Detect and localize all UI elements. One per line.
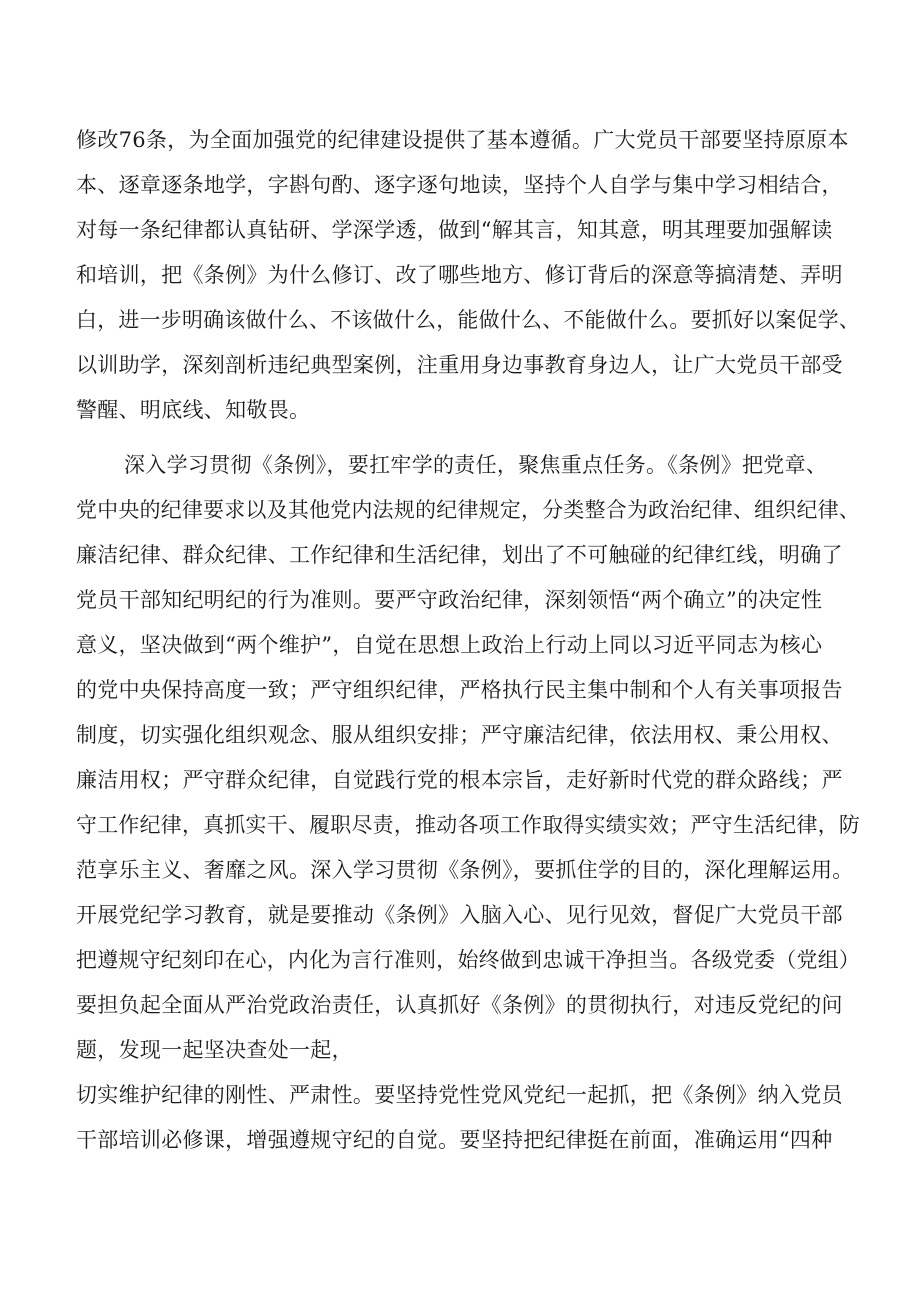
text-line: 制度，切实强化组织观念、服从组织安排；严守廉洁纪律，依法用权、秉公用权、: [76, 723, 843, 747]
text-line: 党员干部知纪明纪的行为准则。要严守政治纪律，深刻领悟“两个确立”的决定性: [76, 588, 823, 612]
text-line: 要担负起全面从严治党政治责任，认真抓好《条例》的贯彻执行，对违反党纪的问: [76, 993, 843, 1017]
text-line: 干部培训必修课，增强遵规守纪的自觉。要坚持把纪律挺在前面，准确运用“四种: [76, 1128, 833, 1152]
text-line: 的党中央保持高度一致；严守组织纪律，严格执行民主集中制和个人有关事项报告: [76, 678, 843, 702]
text-line: 党中央的纪律要求以及其他党内法规的纪律规定，分类整合为政治纪律、组织纪律、: [76, 498, 861, 522]
text-line: 开展党纪学习教育，就是要推动《条例》入脑入心、见行见效，督促广大党员干部: [76, 903, 843, 927]
text-line: 本、逐章逐条地学，字斟句酌、逐字逐句地读，坚持个人自学与集中学习相结合，: [76, 173, 843, 197]
paragraph-first-line: 深入学习贯彻《条例》，要扛牢学的责任，聚焦重点任务。《条例》把党章、: [124, 453, 828, 477]
text-line: 和培训，把《条例》为什么修订、改了哪些地方、修订背后的深意等搞清楚、弄明: [76, 263, 843, 287]
text-line: 白，进一步明确该做什么、不该做什么，能做什么、不能做什么。要抓好以案促学、: [76, 308, 861, 332]
text-line: 以训助学，深刻剖析违纪典型案例，注重用身边事教育身边人，让广大党员干部受: [76, 353, 843, 377]
text-line: 题，发现一起坚决查处一起，: [76, 1038, 353, 1062]
text-line: 廉洁纪律、群众纪律、工作纪律和生活纪律，划出了不可触碰的纪律红线，明确了: [76, 543, 843, 567]
text-line: 对每一条纪律都认真钻研、学深学透，做到“解其言，知其意，明其理要加强解读: [76, 218, 833, 242]
text-line: 守工作纪律，真抓实干、履职尽责，推动各项工作取得实绩实效；严守生活纪律，防: [76, 813, 861, 837]
text-line: 修改76条，为全面加强党的纪律建设提供了基本遵循。广大党员干部要坚持原原本: [76, 128, 849, 152]
text-line: 廉洁用权；严守群众纪律，自觉践行党的根本宗旨，走好新时代党的群众路线；严: [76, 768, 843, 792]
text-line: 意义，坚决做到“两个维护”，自觉在思想上政治上行动上同以习近平同志为核心: [76, 633, 823, 657]
text-line: 把遵规守纪刻印在心，内化为言行准则，始终做到忠诚干净担当。各级党委（党组）: [76, 948, 861, 972]
text-line: 警醒、明底线、知敬畏。: [76, 398, 311, 422]
text-line: 切实维护纪律的刚性、严肃性。要坚持党性党风党纪一起抓，把《条例》纳入党员: [76, 1083, 843, 1107]
text-line: 范享乐主义、奢靡之风。深入学习贯彻《条例》，要抓住学的目的，深化理解运用。: [76, 858, 854, 882]
